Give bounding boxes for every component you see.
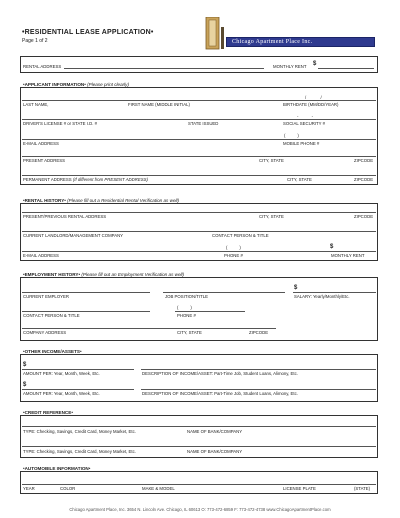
company-address-line[interactable]	[22, 328, 276, 329]
employer-line[interactable]	[22, 292, 150, 293]
other-income-title: •OTHER INCOME/ASSETS•	[23, 348, 82, 354]
emp-phone-label: PHONE #	[177, 313, 196, 318]
logo-text: Chicago Apartment Place Inc.	[232, 38, 313, 45]
mobile-label: MOBILE PHONE #	[283, 141, 320, 146]
permanent-address-label	[23, 177, 148, 182]
rental-email-label: E-MAIL ADDRESS	[23, 253, 59, 258]
emp-phone-parens: ( )	[177, 305, 192, 310]
applicant-section	[20, 80, 378, 185]
dl-line[interactable]	[22, 119, 376, 120]
salary-dollar: $	[294, 285, 298, 291]
credit1-bank-label: NAME OF BANK/COMPANY	[187, 429, 243, 434]
auto-state-label: (STATE)	[354, 486, 371, 491]
income1-amount-line[interactable]	[22, 369, 134, 370]
applicant-header	[20, 80, 378, 88]
present-zip-label: ZIPCODE	[354, 158, 374, 163]
rental-address-label: RENTAL ADDRESS	[23, 64, 62, 69]
income1-amount-label: AMOUNT PER: Year, Month, Week, Etc.	[23, 371, 100, 376]
permanent-zip-label: ZIPCODE	[354, 177, 374, 182]
auto-year-label: YEAR	[23, 486, 35, 491]
rental-phone-label: PHONE #	[224, 253, 243, 258]
employment-note: (Please fill out an Employment Verification as well)	[81, 271, 185, 277]
rental-address-line[interactable]	[22, 212, 376, 213]
form-title: •RESIDENTIAL LEASE APPLICATION•	[22, 29, 154, 36]
auto-make-label: MAKE & MODEL	[142, 486, 175, 491]
birthdate-slashes: / /	[305, 95, 322, 100]
income2-desc-label: DESCRIPTION OF INCOME/ASSET: Part-Time Job, Student Loans, Alimony, Etc.	[142, 391, 298, 396]
email-line[interactable]	[22, 139, 376, 140]
credit2-line[interactable]	[22, 446, 376, 447]
email-label: E-MAIL ADDRESS	[23, 141, 59, 146]
landlord-line[interactable]	[22, 231, 376, 232]
ssn-dashes: - -	[297, 114, 313, 119]
rental-email-line[interactable]	[22, 251, 376, 252]
company-city-label: CITY, STATE	[177, 330, 202, 335]
income1-dollar: $	[23, 362, 27, 368]
credit1-line[interactable]	[22, 426, 376, 427]
emp-contact-line[interactable]	[22, 311, 150, 312]
salary-line[interactable]	[293, 292, 376, 293]
rental-note: (Please fill out a Residential Rental Verification as well)	[67, 197, 180, 203]
auto-color-label: COLOR	[60, 486, 76, 491]
monthly-rent-label: MONTHLY RENT	[273, 64, 307, 69]
auto-line[interactable]	[22, 484, 376, 485]
monthly-rent-field[interactable]	[318, 68, 374, 69]
last-name-label: LAST NAME,	[23, 102, 49, 107]
auto-plate-label: LICENSE PLATE	[283, 486, 316, 491]
birthdate-label: BIRTHDATE (MM/DD/YEAR)	[283, 102, 339, 107]
rental-zip-label: ZIPCODE	[354, 214, 374, 219]
auto-title: •AUTOMOBILE INFORMATION•	[23, 465, 91, 471]
applicant-title: •APPLICANT INFORMATION•	[23, 81, 86, 87]
income2-desc-line[interactable]	[141, 389, 376, 390]
permanent-note: (If different from PRESENT ADDRESS)	[72, 177, 148, 182]
dl-label: DRIVER'S LICENSE # or STATE I.D. #	[23, 121, 97, 126]
rental-prev-address-label: PRESENT/PREVIOUS RENTAL ADDRESS	[23, 214, 107, 219]
rental-header	[20, 196, 378, 204]
auto-header	[20, 464, 378, 472]
credit2-type-label: TYPE: Checking, Savings, Credit Card, Money Market, Etc.	[23, 449, 136, 454]
rental-phone-parens: ( )	[226, 245, 241, 250]
ssn-label: SOCIAL SECURITY #	[283, 121, 326, 126]
dollar-sign: $	[313, 61, 317, 67]
state-issued-label: STATE ISSUED	[188, 121, 219, 126]
rental-contact-label: CONTACT PERSON & TITLE	[212, 233, 269, 238]
income2-dollar: $	[23, 382, 27, 388]
position-line[interactable]	[163, 292, 285, 293]
rental-address-box	[20, 56, 378, 73]
income2-amount-line[interactable]	[22, 389, 134, 390]
credit-title: •CREDIT REFERENCE•	[23, 409, 73, 415]
rental-title: •RENTAL HISTORY•	[23, 197, 66, 203]
emp-phone-line[interactable]	[175, 311, 245, 312]
rental-city-label: CITY, STATE	[259, 214, 284, 219]
income2-amount-label: AMOUNT PER: Year, Month, Week, Etc.	[23, 391, 100, 396]
present-address-line[interactable]	[22, 156, 376, 157]
income1-desc-line[interactable]	[141, 369, 376, 370]
income1-desc-label: DESCRIPTION OF INCOME/ASSET: Part-Time Job, Student Loans, Alimony, Etc.	[142, 371, 298, 376]
footer: Chicago Apartment Place, Inc. 3654 N. Lincoln Ave. Chicago, IL 60613 O: 773-472-6859 F: 773-472-4738 www.ChicagoApartmentPlace.com	[69, 507, 331, 512]
employer-label: CURRENT EMPLOYER	[23, 294, 70, 299]
landlord-label: CURRENT LANDLORD/MANAGEMENT COMPANY	[23, 233, 124, 238]
permanent-address-line[interactable]	[22, 175, 376, 176]
first-name-label: FIRST NAME (MIDDLE INITIAL)	[128, 102, 190, 107]
mobile-parens: ( )	[284, 133, 299, 138]
rental-monthly-label: MONTHLY RENT	[331, 253, 365, 258]
company-address-label: COMPANY ADDRESS	[23, 330, 67, 335]
credit-header	[20, 408, 378, 416]
other-income-header	[20, 347, 378, 355]
credit1-type-label: TYPE: Checking, Savings, Credit Card, Money Market, Etc.	[23, 429, 136, 434]
applicant-note: (Please print clearly)	[87, 81, 130, 87]
salary-label: SALARY: Yearly/Monthly/Etc.	[294, 294, 350, 299]
position-label: JOB POSITION/TITLE	[165, 294, 208, 299]
permanent-city-label: CITY, STATE	[287, 177, 312, 182]
page-number: Page 1 of 2	[22, 38, 48, 44]
employment-header	[20, 270, 378, 278]
credit2-bank-label: NAME OF BANK/COMPANY	[187, 449, 243, 454]
employment-title: •EMPLOYMENT HISTORY•	[23, 271, 81, 277]
name-line[interactable]	[22, 100, 376, 101]
present-city-label: CITY, STATE	[259, 158, 284, 163]
permanent-label: PERMANENT ADDRESS	[23, 177, 72, 182]
emp-contact-label: CONTACT PERSON & TITLE	[23, 313, 80, 318]
rental-dollar: $	[330, 244, 334, 250]
rental-address-field[interactable]	[64, 68, 264, 69]
present-address-label: PRESENT ADDRESS	[23, 158, 65, 163]
company-zip-label: ZIPCODE	[249, 330, 269, 335]
